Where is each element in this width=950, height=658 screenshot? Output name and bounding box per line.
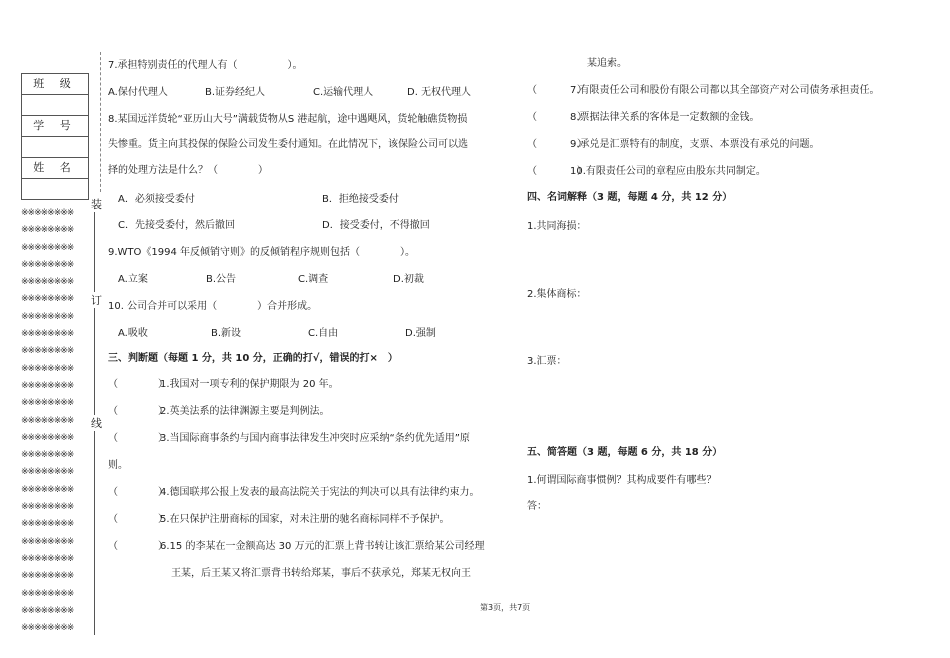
name-label: 姓 名: [22, 158, 88, 179]
term-2: 2.集体商标：: [527, 289, 587, 300]
seal-row: ※※※※※※※※: [21, 553, 74, 564]
tf-item-2: 2.英美法系的法律渊源主要是判例法。: [160, 406, 330, 417]
class-field[interactable]: [22, 95, 88, 116]
seal-row: ※※※※※※※※: [21, 623, 74, 634]
question-8-line3: 择的处理方法是什么？（ ）: [108, 165, 268, 176]
seal-row: ※※※※※※※※: [21, 519, 74, 530]
seal-row: ※※※※※※※※: [21, 277, 74, 288]
question-8-line2: 失惨重。货主向其投保的保险公司发生委付通知。在此情况下，该保险公司可以选: [108, 139, 468, 150]
seal-row: ※※※※※※※※: [21, 467, 74, 478]
seal-row: ※※※※※※※※: [21, 571, 74, 582]
q8-option-a: A．必须接受委付: [118, 194, 195, 205]
seal-row: ※※※※※※※※: [21, 346, 74, 357]
tf-paren-2[interactable]: （ ）: [108, 406, 168, 417]
seal-row: ※※※※※※※※: [21, 605, 74, 616]
question-9: 9.WTO《1994 年反倾销守则》的反倾销程序规则包括（ ）。: [108, 247, 416, 258]
term-1: 1.共同海损：: [527, 221, 587, 232]
tf-paren-1[interactable]: （ ）: [108, 379, 168, 390]
seal-row: ※※※※※※※※: [21, 363, 74, 374]
q9-option-c: C.调查: [298, 274, 329, 285]
tf-item-10: 10.有限责任公司的章程应由股东共同制定。: [570, 166, 766, 177]
tf-item-8: 8.票据法律关系的客体是一定数额的金钱。: [570, 112, 760, 123]
tf-paren-6[interactable]: （ ）: [108, 541, 168, 552]
student-id-label: 学 号: [22, 116, 88, 137]
tf-paren-10[interactable]: （ ）: [527, 166, 587, 177]
tf-item-7: 7.有限责任公司和股份有限公司都以其全部资产对公司债务承担责任。: [570, 85, 880, 96]
q8-option-c: C．先接受委付，然后撤回: [118, 220, 235, 231]
seal-row: ※※※※※※※※: [21, 208, 74, 218]
binding-mark-xian: 线: [91, 417, 102, 430]
section-5-heading: 五、简答题（3 题，每题 6 分，共 18 分）: [527, 447, 723, 458]
student-id-field[interactable]: [22, 137, 88, 158]
tf-item-1: 1.我国对一项专利的保护期限为 20 年。: [160, 379, 339, 390]
tf-item-6-cont: 王某，后王某又将汇票背书转给郑某，事后不获承兑，郑某无权向王: [171, 568, 471, 579]
class-label: 班 级: [22, 74, 88, 95]
question-10: 10. 公司合并可以采用（ ）合并形成。: [108, 301, 318, 312]
seal-row: ※※※※※※※※: [21, 311, 74, 322]
q8-option-d: D．接受委付，不得撤回: [322, 220, 430, 231]
seal-row: ※※※※※※※※: [21, 225, 74, 236]
q8-option-b: B．拒绝接受委付: [322, 194, 399, 205]
seal-row: ※※※※※※※※: [21, 242, 74, 253]
question-7: 7.承担特别责任的代理人有（ ）。: [108, 60, 303, 71]
binding-mark-ding: 订: [91, 294, 102, 307]
tf-paren-7[interactable]: （ ）: [527, 85, 587, 96]
tf-item-3-cont: 则。: [108, 460, 128, 471]
seal-column: [21, 205, 87, 637]
seal-row: ※※※※※※※※: [21, 588, 74, 599]
tf-item-3: 3.当国际商事条约与国内商事法律发生冲突时应采纳“条约优先适用”原: [160, 433, 470, 444]
q7-option-c: C.运输代理人: [313, 87, 374, 98]
binding-mark-zhuang: 装: [91, 198, 102, 211]
student-info-box: [21, 73, 89, 200]
q10-option-a: A.吸收: [118, 328, 148, 339]
seal-row: ※※※※※※※※: [21, 415, 74, 426]
seal-row: ※※※※※※※※: [21, 484, 74, 495]
seal-row: ※※※※※※※※: [21, 536, 74, 547]
term-3: 3.汇票：: [527, 356, 567, 367]
q10-option-d: D.强制: [405, 328, 436, 339]
q7-option-b: B.证券经纪人: [205, 87, 266, 98]
seal-row: ※※※※※※※※: [21, 502, 74, 513]
q9-option-b: B.公告: [206, 274, 237, 285]
seal-row: ※※※※※※※※: [21, 398, 74, 409]
seal-row: ※※※※※※※※: [21, 450, 74, 461]
tf-paren-9[interactable]: （ ）: [527, 139, 587, 150]
seal-row: ※※※※※※※※: [21, 259, 74, 270]
question-8-line1: 8.某国远洋货轮“亚历山大号”满载货物从S 港起航，途中遇飓风，货轮触礁货物损: [108, 114, 468, 125]
q10-option-c: C.自由: [308, 328, 339, 339]
tf-item-4: 4.德国联邦公报上发表的最高法院关于宪法的判决可以具有法律约束力。: [160, 487, 480, 498]
q10-option-b: B.新设: [211, 328, 242, 339]
q7-option-d: D. 无权代理人: [407, 87, 472, 98]
tf-paren-3[interactable]: （ ）: [108, 433, 168, 444]
section-3-heading: 三、判断题（每题 1 分，共 10 分，正确的打√，错误的打× ）: [108, 353, 398, 364]
tf-paren-5[interactable]: （ ）: [108, 514, 168, 525]
tf-paren-4[interactable]: （ ）: [108, 487, 168, 498]
answer-label: 答：: [527, 501, 547, 512]
short-answer-1: 1.何谓国际商事惯例？其构成要件有哪些？: [527, 475, 717, 486]
seal-row: ※※※※※※※※: [21, 329, 74, 340]
binding-line-top: [100, 52, 101, 192]
tf-item-6-end: 某追索。: [587, 58, 627, 69]
tf-item-6: 6.15 的李某在一金额高达 30 万元的汇票上背书转让该汇票给某公司经理: [160, 541, 485, 552]
tf-item-5: 5.在只保护注册商标的国家，对未注册的驰名商标同样不予保护。: [160, 514, 450, 525]
seal-row: ※※※※※※※※: [21, 294, 74, 305]
seal-row: ※※※※※※※※: [21, 380, 74, 391]
tf-item-9: 9.承兑是汇票特有的制度，支票、本票没有承兑的问题。: [570, 139, 820, 150]
seal-row: ※※※※※※※※: [21, 432, 74, 443]
page-footer: 第3页，共7页: [480, 603, 531, 612]
tf-paren-8[interactable]: （ ）: [527, 112, 587, 123]
section-4-heading: 四、名词解释（3 题，每题 4 分，共 12 分）: [527, 192, 733, 203]
name-field[interactable]: [22, 179, 88, 199]
q7-option-a: A.保付代理人: [108, 87, 168, 98]
q9-option-a: A.立案: [118, 274, 148, 285]
q9-option-d: D.初裁: [393, 274, 424, 285]
